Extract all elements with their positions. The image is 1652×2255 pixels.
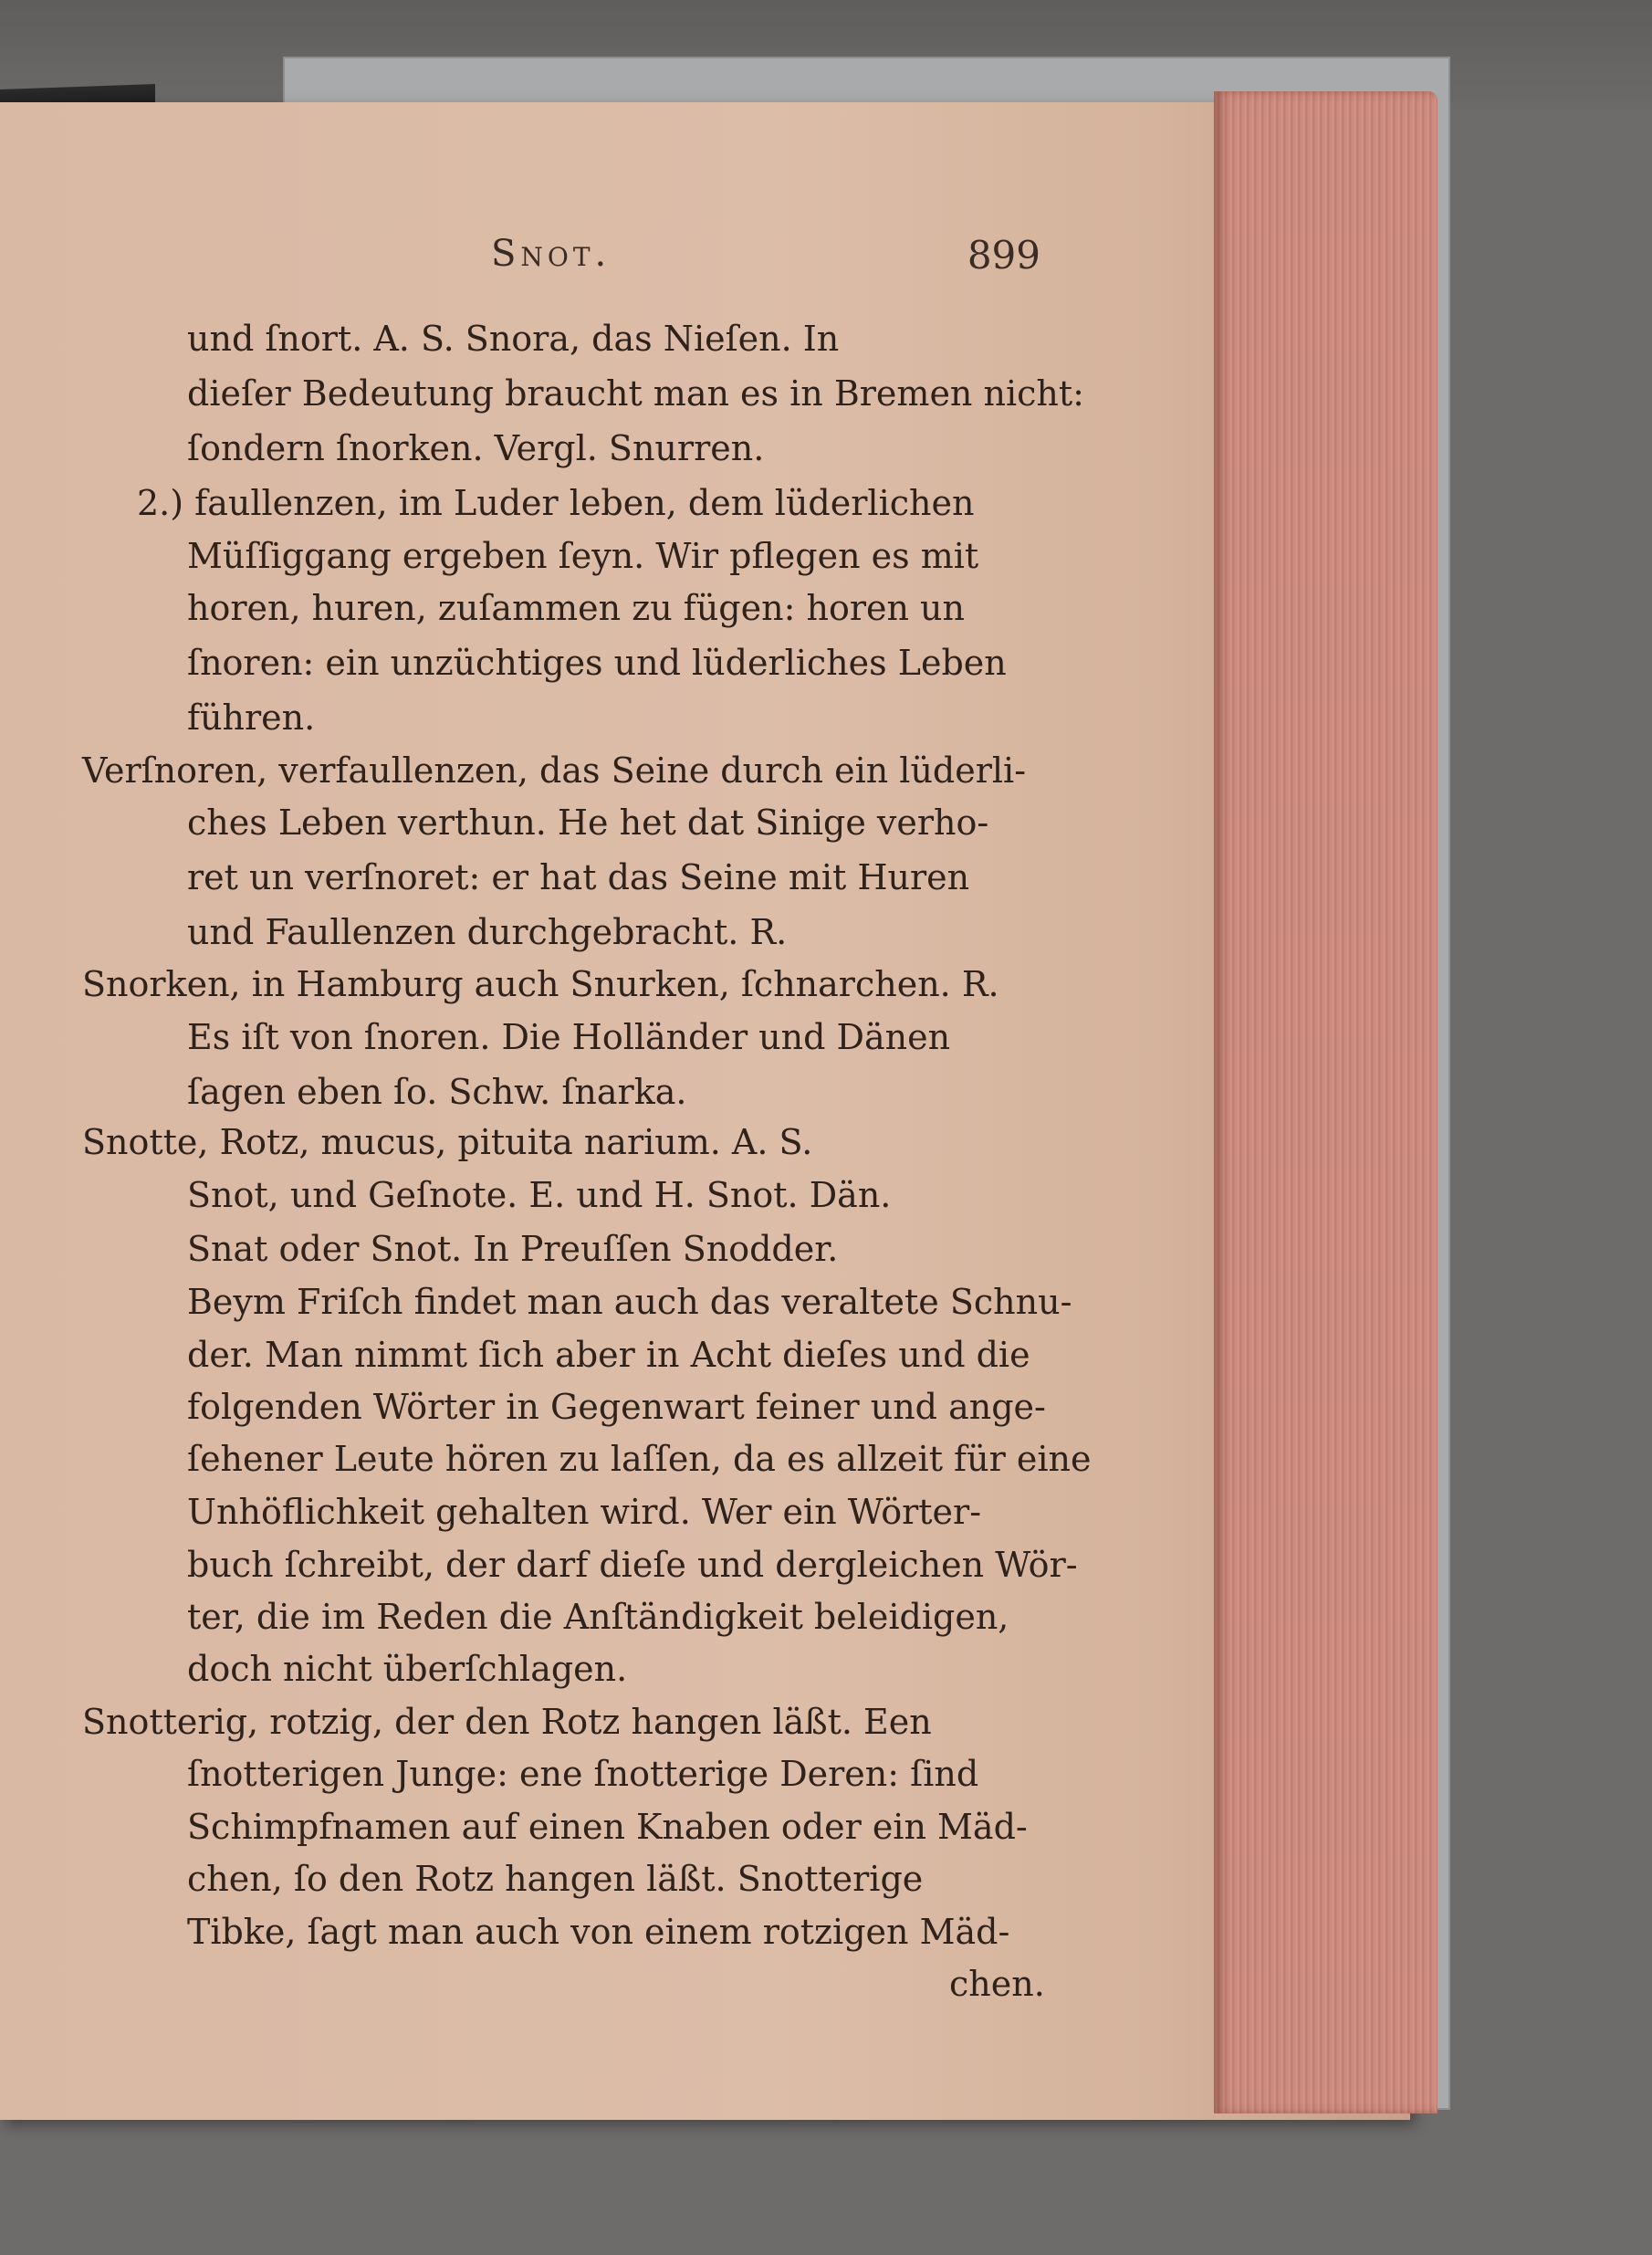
text-line: ſnotterigen Junge: ene ſnotterige Deren: ſind bbox=[187, 1754, 979, 1794]
text-line: ches Leben verthun. He het dat Sinige verho- bbox=[187, 802, 989, 843]
text-line: buch ſchreibt, der darf dieſe und dergleichen Wör- bbox=[187, 1545, 1078, 1585]
text-line: Snot, und Geſnote. E. und H. Snot. Dän. bbox=[187, 1175, 892, 1215]
text-line: Unhöflichkeit gehalten wird. Wer ein Wörter- bbox=[187, 1492, 982, 1532]
text-line: ſehener Leute hören zu laſſen, da es allzeit für eine bbox=[187, 1439, 1092, 1479]
text-line: und ſnort. A. S. Snora, das Nieſen. In bbox=[187, 319, 840, 359]
running-title: Snot. bbox=[491, 233, 612, 275]
text-line: ret un verſnoret: er hat das Seine mit Huren bbox=[187, 857, 970, 897]
text-line: dieſer Bedeutung braucht man es in Bremen nicht: bbox=[187, 373, 1084, 414]
text-line: Tibke, ſagt man auch von einem rotzigen Mäd- bbox=[187, 1912, 1010, 1952]
text-line: Es iſt von ſnoren. Die Holländer und Dänen bbox=[187, 1017, 951, 1057]
text-line: chen, ſo den Rotz hangen läßt. Snotterige bbox=[187, 1859, 924, 1899]
text-line: Snotterig, rotzig, der den Rotz hangen läßt. Een bbox=[82, 1702, 932, 1742]
text-line: folgenden Wörter in Gegenwart feiner und ange- bbox=[187, 1387, 1046, 1427]
text-line: ſnoren: ein unzüchtiges und lüderliches Leben bbox=[187, 643, 1007, 683]
text-line: 2.) faullenzen, im Luder leben, dem lüderlichen bbox=[137, 483, 975, 523]
text-line: horen, huren, zuſammen zu fügen: horen un bbox=[187, 588, 965, 628]
text-line: Snat oder Snot. In Preuſſen Snodder. bbox=[187, 1229, 839, 1269]
text-line: chen. bbox=[949, 1964, 1045, 2004]
text-line: ſondern ſnorken. Vergl. Snurren. bbox=[187, 428, 765, 468]
text-line: Schimpfnamen auf einen Knaben oder ein Mäd- bbox=[187, 1807, 1028, 1847]
text-line: und Faullenzen durchgebracht. R. bbox=[187, 912, 788, 952]
text-line: Müſſiggang ergeben ſeyn. Wir pflegen es mit bbox=[187, 536, 979, 576]
text-line: Beym Friſch findet man auch das veraltete Schnu- bbox=[187, 1282, 1072, 1322]
text-line: führen. bbox=[187, 697, 316, 738]
text-line: ſagen eben ſo. Schw. ſnarka. bbox=[187, 1072, 687, 1112]
text-line: Snorken, in Hamburg auch Snurken, ſchnarchen. R. bbox=[82, 964, 999, 1004]
text-line: ter, die im Reden die Anſtändigkeit beleidigen, bbox=[187, 1597, 1009, 1637]
text-line: der. Man nimmt ſich aber in Acht dieſes und die bbox=[187, 1335, 1030, 1375]
text-line: Verſnoren, verfaullenzen, das Seine durch ein lüderli- bbox=[82, 750, 1027, 791]
text-line: doch nicht überſchlagen. bbox=[187, 1649, 628, 1689]
text-line: Snotte, Rotz, mucus, pituita narium. A. S. bbox=[82, 1122, 813, 1162]
page-number: 899 bbox=[967, 233, 1040, 278]
